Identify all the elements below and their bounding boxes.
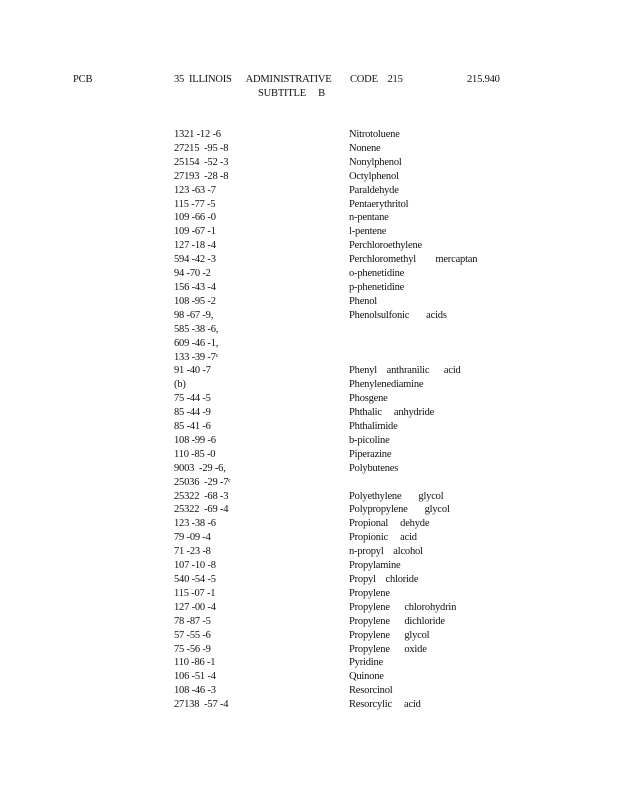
- cas-number: 91 -40 -7: [174, 365, 211, 377]
- cas-number: 107 -10 -8: [174, 560, 216, 572]
- table-row: [0, 239, 618, 253]
- table-row: [0, 156, 618, 170]
- table-row: [0, 309, 618, 323]
- cas-number: 27138 -57 -4: [174, 699, 229, 711]
- cas-number: 133 -39 -7ᶜ: [174, 351, 219, 363]
- cas-number: 85 -41 -6: [174, 421, 211, 433]
- cas-number: 98 -67 -9,: [174, 309, 214, 321]
- chemical-name: Paraldehyde: [349, 184, 399, 196]
- table-row: [0, 503, 618, 517]
- table-row: [0, 629, 618, 643]
- table-row: [0, 295, 618, 309]
- cas-number: 585 -38 -6,: [174, 323, 219, 335]
- chemical-name: n-pentane: [349, 212, 389, 224]
- table-row: [0, 476, 618, 490]
- table-row: [0, 559, 618, 573]
- table-row: [0, 517, 618, 531]
- cas-number: 85 -44 -9: [174, 407, 211, 419]
- table-row: [0, 434, 618, 448]
- table-row: [0, 281, 618, 295]
- cas-number: 27193 -28 -8: [174, 170, 229, 182]
- cas-number: 109 -66 -0: [174, 212, 216, 224]
- cas-number: 1321 -12 -6: [174, 129, 221, 140]
- table-row: [0, 656, 618, 670]
- header-section-number: 215.940: [467, 74, 500, 85]
- cas-number: 25154 -52 -3: [174, 156, 229, 168]
- table-row: [0, 184, 618, 198]
- cas-number: 115 -77 -5: [174, 198, 216, 210]
- cas-number: 609 -46 -1,: [174, 337, 219, 349]
- table-row: [0, 545, 618, 559]
- header-agency: PCB: [73, 74, 93, 85]
- chemical-name: Quinone: [349, 671, 384, 683]
- chemical-name: Propional dehyde: [349, 518, 430, 530]
- chemical-name: Phenyl anthranilic acid: [349, 365, 461, 377]
- table-row: [0, 531, 618, 545]
- table-row: [0, 170, 618, 184]
- table-row: [0, 128, 618, 142]
- table-row: [0, 267, 618, 281]
- cas-number: 156 -43 -4: [174, 281, 216, 293]
- chemical-name: l-pentene: [349, 226, 387, 238]
- cas-number: 78 -87 -5: [174, 615, 211, 627]
- cas-number: 108 -46 -3: [174, 685, 216, 697]
- cas-number: 75 -44 -5: [174, 393, 211, 405]
- table-row: [0, 323, 618, 337]
- chemical-name: Nonene: [349, 142, 381, 154]
- table-row: [0, 378, 618, 392]
- cas-number: 57 -55 -6: [174, 629, 211, 641]
- table-row: [0, 392, 618, 406]
- chemical-table: [0, 128, 618, 712]
- cas-number: (b): [174, 379, 186, 391]
- table-row: [0, 420, 618, 434]
- chemical-name: Phosgene: [349, 393, 388, 405]
- cas-number: 109 -67 -1: [174, 226, 216, 238]
- chemical-name: Phenolsulfonic acids: [349, 309, 447, 321]
- header-code: CODE 215: [350, 74, 403, 85]
- cas-number: 79 -09 -4: [174, 532, 211, 544]
- table-row: [0, 225, 618, 239]
- chemical-name: Nonylphenol: [349, 156, 402, 168]
- table-row: [0, 615, 618, 629]
- cas-number: 594 -42 -3: [174, 254, 216, 266]
- table-row: [0, 670, 618, 684]
- chemical-name: b-picoline: [349, 434, 390, 446]
- cas-number: 27215 -95 -8: [174, 142, 229, 154]
- table-row: [0, 601, 618, 615]
- chemical-name: Octylphenol: [349, 170, 399, 182]
- chemical-name: o-phenetidine: [349, 268, 405, 280]
- chemical-name: Resorcinol: [349, 685, 393, 697]
- cas-number: 25322 -68 -3: [174, 490, 229, 502]
- chemical-name: Polyethylene glycol: [349, 490, 444, 502]
- table-row: [0, 351, 618, 365]
- table-row: [0, 587, 618, 601]
- chemical-name: Propylamine: [349, 560, 401, 572]
- chemical-name: Piperazine: [349, 448, 392, 460]
- chemical-name: n-propyl alcohol: [349, 546, 423, 558]
- cas-number: 115 -07 -1: [174, 587, 216, 599]
- chemical-name: Propionic acid: [349, 532, 417, 544]
- cas-number: 9003 -29 -6,: [174, 462, 226, 474]
- table-row: [0, 698, 618, 712]
- table-row: [0, 337, 618, 351]
- chemical-name: Propyl chloride: [349, 574, 419, 585]
- cas-number: 108 -95 -2: [174, 295, 216, 307]
- chemical-name: p-phenetidine: [349, 281, 405, 293]
- table-row: [0, 684, 618, 698]
- table-row: [0, 198, 618, 212]
- cas-number: 75 -56 -9: [174, 643, 211, 655]
- chemical-name: Propylene dichloride: [349, 615, 445, 627]
- cas-number: 110 -85 -0: [174, 448, 216, 460]
- cas-number: 110 -86 -1: [174, 657, 216, 669]
- chemical-name: Polypropylene glycol: [349, 504, 450, 516]
- chemical-name: Pentaerythritol: [349, 198, 409, 210]
- table-row: [0, 462, 618, 476]
- chemical-name: Propylene oxide: [349, 643, 427, 655]
- chemical-name: Resorcylic acid: [349, 699, 421, 711]
- cas-number: 25036 -29 -7ᶜ: [174, 476, 231, 488]
- table-row: [0, 364, 618, 378]
- chemical-name: Perchloroethylene: [349, 240, 422, 252]
- table-row: [0, 448, 618, 462]
- table-row: [0, 643, 618, 657]
- cas-number: 94 -70 -2: [174, 268, 211, 280]
- chemical-name: Polybutenes: [349, 462, 399, 474]
- chemical-name: Propylene: [349, 587, 390, 599]
- cas-number: 106 -51 -4: [174, 671, 216, 683]
- chemical-name: Phthalimide: [349, 421, 398, 433]
- chemical-name: Pyridine: [349, 657, 383, 669]
- chemical-name: Nitrotoluene: [349, 129, 400, 140]
- table-row: [0, 406, 618, 420]
- header-title: 35 ILLINOIS ADMINISTRATIVE: [174, 74, 332, 85]
- table-row: [0, 490, 618, 504]
- chemical-name: Phthalic anhydride: [349, 407, 435, 419]
- table-row: [0, 211, 618, 225]
- table-row: [0, 573, 618, 587]
- chemical-name: Propylene chlorohydrin: [349, 601, 457, 613]
- cas-number: 25322 -69 -4: [174, 504, 229, 516]
- cas-number: 123 -38 -6: [174, 518, 216, 530]
- cas-number: 127 -00 -4: [174, 601, 216, 613]
- table-row: [0, 142, 618, 156]
- chemical-name: Perchloromethyl mercaptan: [349, 254, 478, 266]
- chemical-name: Propylene glycol: [349, 629, 430, 641]
- chemical-name: Phenylenediamine: [349, 379, 424, 391]
- cas-number: 71 -23 -8: [174, 546, 211, 558]
- table-row: [0, 253, 618, 267]
- cas-number: 108 -99 -6: [174, 434, 216, 446]
- cas-number: 540 -54 -5: [174, 574, 216, 585]
- header-subtitle: SUBTITLE B: [258, 88, 325, 99]
- chemical-name: Phenol: [349, 295, 377, 307]
- cas-number: 127 -18 -4: [174, 240, 216, 252]
- cas-number: 123 -63 -7: [174, 184, 216, 196]
